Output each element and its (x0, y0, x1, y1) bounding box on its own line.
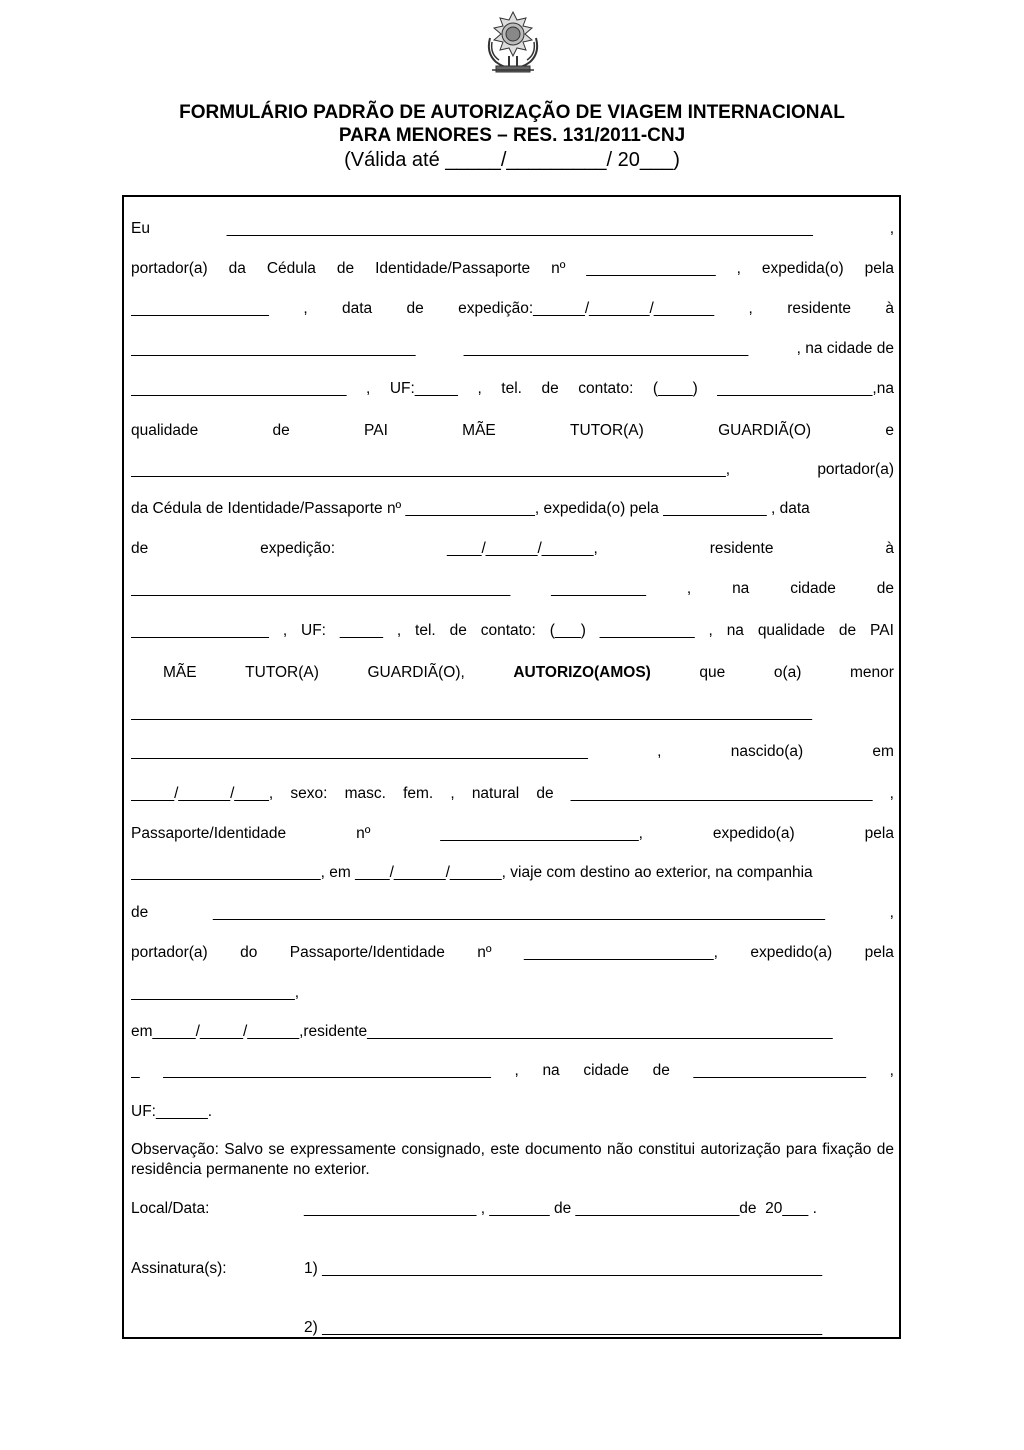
form-text-segment: o(a) (773, 664, 802, 681)
form-text-segment: AUTORIZO(AMOS) (513, 664, 651, 681)
form-text-segment: pela (864, 944, 894, 961)
form-text-segment: Passaporte/Identidade (289, 944, 445, 961)
form-line-3 (131, 299, 894, 319)
form-text-segment: GUARDIÃ(O) (718, 422, 812, 439)
form-text-segment: expedido(a) (750, 944, 833, 961)
form-text-segment: contato: (578, 380, 634, 397)
form-line-7 (131, 460, 894, 480)
form-text-segment: ____________________ (693, 1062, 866, 1079)
form-line-20 (131, 983, 894, 1003)
form-text-segment: ____/______/______, (446, 540, 598, 557)
signature-line-2: 2) __________________________________________________________ (304, 1319, 823, 1336)
form-text-segment: , (748, 300, 753, 317)
form-text-segment: contato: (480, 622, 536, 639)
form-text-segment: ______________________, (523, 944, 718, 961)
form-text-segment: data (342, 300, 373, 317)
form-text-segment: de (449, 622, 467, 639)
form-text-segment: , (657, 743, 662, 760)
signature-line-1: 1) __________________________________________________________ (304, 1260, 823, 1277)
form-text-segment: residente (709, 540, 774, 557)
form-text-segment: , (366, 380, 371, 397)
form-text-segment: ________________ (131, 622, 269, 639)
form-text-segment: Passaporte/Identidade (131, 825, 287, 842)
form-text-segment: TUTOR(A) (570, 422, 644, 439)
form-text-segment: sexo: (290, 785, 328, 802)
form-text-segment: de (131, 904, 149, 921)
form-text-segment: (___) (549, 622, 586, 639)
form-text-segment: _________________________________ (131, 340, 416, 357)
form-text-segment: de (536, 785, 554, 802)
form-text-segment: portador(a) (817, 461, 894, 478)
form-text-segment: , (736, 260, 741, 277)
form-text-segment: , na cidade de (796, 340, 894, 357)
form-text-segment: residente (787, 300, 851, 317)
form-text-segment: _____ (339, 622, 383, 639)
form-text-segment: que (699, 664, 726, 681)
form-text-segment: MÃE (163, 664, 197, 681)
form-line-4 (131, 339, 894, 359)
form-text-segment: de (336, 260, 355, 277)
form-text-segment: expedida(o) (761, 260, 844, 277)
form-line-13 (131, 703, 894, 723)
form-text-segment: , (514, 1062, 519, 1079)
validity-line: (Válida até _____/_________/ 20___) (344, 149, 680, 171)
form-text-segment: fem. (403, 785, 434, 802)
form-text-segment: na (542, 1062, 560, 1079)
form-text-segment: , (889, 785, 894, 802)
form-text-segment: pela (864, 260, 894, 277)
form-text-segment: , (889, 220, 894, 237)
form-text-segment: _______________________, (440, 825, 643, 842)
form-text-segment: qualidade (131, 422, 199, 439)
form-text-segment: natural (471, 785, 520, 802)
form-text-segment: cidade (790, 580, 836, 597)
form-line-18 (131, 903, 894, 923)
form-text-segment: Identidade/Passaporte (375, 260, 531, 277)
form-text-segment: ________________ (131, 300, 269, 317)
form-text-segment: ______________________, em ____/______/______, viaje com destino ao exterior, na companhia (131, 864, 813, 881)
form-text-segment: à (885, 540, 894, 557)
form-text-segment: menor (849, 664, 894, 681)
form-text-segment: Eu (131, 220, 150, 237)
form-text-segment: _______________ (586, 260, 716, 277)
form-line-21 (131, 1022, 894, 1042)
form-line-1 (131, 219, 894, 239)
form-text-segment: e (885, 422, 894, 439)
form-line-23 (131, 1102, 894, 1122)
form-text-segment: de (838, 622, 857, 639)
form-text-segment: nº (551, 260, 566, 277)
form-text-segment: de (652, 1062, 670, 1079)
form-text-segment: ___________ (551, 580, 646, 597)
local-data-label: Local/Data: (131, 1200, 210, 1217)
form-text-segment: , (477, 380, 482, 397)
form-text-segment: __________________,na (717, 380, 894, 397)
form-text-segment: , (450, 785, 455, 802)
form-text-segment: _____________________________________________________ (131, 743, 588, 760)
form-title-line1: FORMULÁRIO PADRÃO DE AUTORIZAÇÃO DE VIAGEM INTERNACIONAL (179, 102, 845, 123)
form-text-segment: GUARDIÃ(O), (367, 664, 465, 681)
form-text-segment: MÃE (462, 422, 496, 439)
form-text-segment: masc. (344, 785, 386, 802)
form-text-segment: nascido(a) (730, 743, 804, 760)
form-text-segment: de (406, 300, 424, 317)
form-text-segment: _____________________________________________________________________, (131, 461, 731, 478)
form-text-segment: portador(a) (131, 260, 208, 277)
form-text-segment: expedição:______/_______/_______ (458, 300, 715, 317)
form-line-8 (131, 499, 894, 519)
form-text-segment: ___________________, (131, 984, 300, 1001)
form-line-11 (131, 621, 894, 641)
form-line-2 (131, 259, 894, 279)
form-text-segment: expedição: (260, 540, 336, 557)
form-text-segment: de (541, 380, 559, 397)
form-text-segment: em_____/_____/______,residente______________________________________________________ (131, 1023, 833, 1040)
form-line-5 (131, 379, 894, 399)
form-text-segment: da Cédula de Identidade/Passaporte nº _______________, expedida(o) pela ____________ , data (131, 500, 810, 517)
form-text-segment: _ (131, 1062, 140, 1079)
form-text-segment: na (726, 622, 744, 639)
form-text-segment: na (732, 580, 750, 597)
form-text-segment: da (228, 260, 246, 277)
form-text-segment: expedido(a) (712, 825, 795, 842)
form-line-22 (131, 1061, 894, 1081)
form-text-segment: UF: (301, 622, 326, 639)
form-text-segment: PAI (364, 422, 388, 439)
form-text-segment: UF:______. (131, 1103, 212, 1120)
form-text-segment: Cédula (266, 260, 316, 277)
form-text-segment: ______________________________________ (163, 1062, 491, 1079)
form-line-10 (131, 579, 894, 599)
form-text-segment: _______________________________________________________________________________ (131, 704, 813, 721)
form-text-segment: UF:_____ (389, 380, 458, 397)
form-text-segment: _____/______/____, (131, 785, 274, 802)
form-text-segment: à (885, 300, 894, 317)
form-text-segment: TUTOR(A) (245, 664, 319, 681)
form-text-segment: , (396, 622, 402, 639)
form-text-segment: tel. (501, 380, 522, 397)
form-line-17 (131, 863, 894, 883)
form-text-segment: , (282, 622, 288, 639)
form-text-segment: _________________________________ (463, 340, 749, 357)
coat-of-arms-icon (482, 8, 544, 78)
form-text-segment: ___________________________________ (570, 785, 873, 802)
form-text-segment: (____) (652, 380, 698, 397)
form-text-segment: de (876, 580, 894, 597)
form-text-segment: , (889, 1062, 894, 1079)
form-line-9 (131, 539, 894, 559)
form-title-line2: PARA MENORES – RES. 131/2011-CNJ (338, 125, 686, 146)
observation-text: Observação: Salvo se expressamente consignado, este documento não constitui autorização para fixação de residência permanente no exterior. (131, 1141, 894, 1178)
form-text-segment: de (131, 540, 149, 557)
form-text-segment: do (240, 944, 258, 961)
form-text-segment: pela (864, 825, 894, 842)
form-text-segment: ____________________________________________________________________ (226, 220, 813, 237)
form-text-segment: ____________________________________________ (131, 580, 511, 597)
form-text-segment: , (686, 580, 692, 597)
form-text-segment: PAI (870, 622, 894, 639)
form-line-19 (131, 943, 894, 963)
form-line-6 (131, 421, 894, 441)
form-line-15 (131, 784, 894, 804)
form-line-14 (131, 742, 894, 762)
local-data-field: ____________________ , _______ de ___________________de 20___ . (304, 1200, 817, 1217)
form-text-segment: , (303, 300, 308, 317)
form-text-segment: , (708, 622, 713, 639)
form-line-16 (131, 824, 894, 844)
form-text-segment: de (272, 422, 290, 439)
form-text-segment: nº (477, 944, 492, 961)
form-text-segment: _______________________________________________________________________ (212, 904, 825, 921)
form-text-segment: _________________________ (131, 380, 347, 397)
form-text-segment: nº (356, 825, 371, 842)
form-line-12 (163, 663, 894, 683)
form-text-segment: qualidade (757, 622, 826, 639)
form-text-segment: em (872, 743, 894, 760)
form-text-segment: portador(a) (131, 944, 208, 961)
signature-label: Assinatura(s): (131, 1260, 227, 1277)
form-text-segment: cidade (583, 1062, 630, 1079)
form-text-segment: ___________ (599, 622, 695, 639)
form-text-segment: tel. (415, 622, 436, 639)
form-text-segment: , (889, 904, 894, 921)
